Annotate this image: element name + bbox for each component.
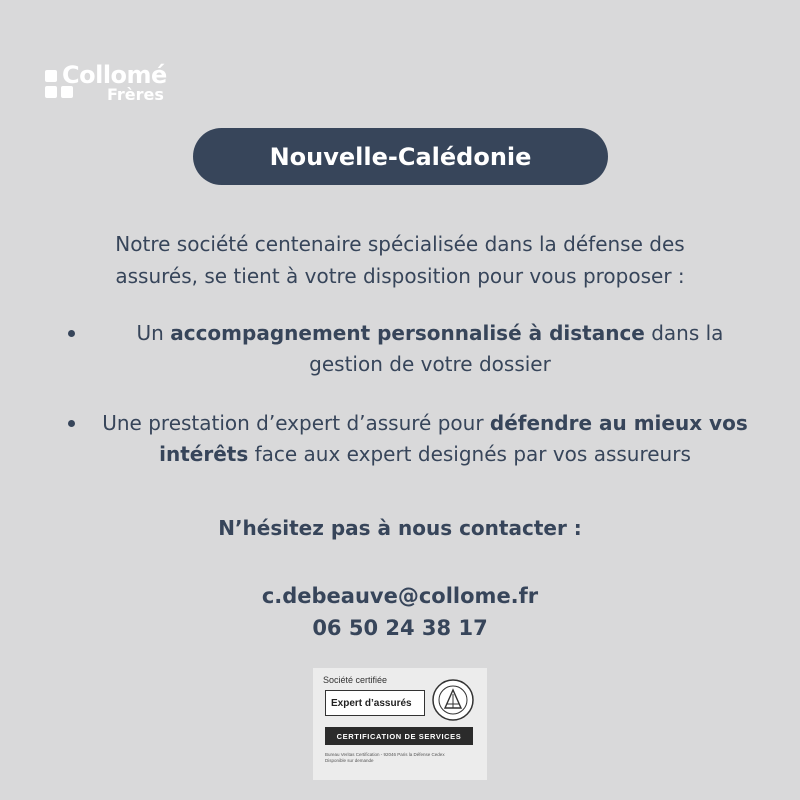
cert-bar: CERTIFICATION DE SERVICES	[325, 727, 473, 745]
bullet-1-prefix: Un	[136, 321, 171, 345]
company-logo	[45, 62, 180, 107]
bullet-icon	[68, 330, 75, 337]
services-list	[60, 318, 750, 470]
cert-footer-line-2: Disponible sur demande	[325, 758, 374, 763]
list-item	[60, 408, 750, 470]
certification-badge	[313, 668, 487, 780]
list-item	[60, 318, 750, 380]
bullet-2-bold: défendre au mieux vos intérêts	[159, 411, 748, 466]
bullet-1-bold: accompagnement personnalisé à distance	[170, 321, 645, 345]
contact-block	[0, 580, 800, 644]
bullet-icon	[68, 420, 75, 427]
bullet-1-suffix: dans la gestion de votre dossier	[309, 321, 724, 376]
intro-line-2: assurés, se tient à votre disposition pour vous proposer :	[115, 264, 685, 288]
cert-footer	[325, 752, 475, 764]
bullet-2-suffix: face aux expert designés par vos assureurs	[248, 442, 691, 466]
bureau-veritas-seal-icon	[431, 678, 475, 722]
intro-paragraph	[60, 228, 740, 292]
cert-top-label: Société certifiée	[323, 675, 388, 685]
page-title: Nouvelle-Calédonie	[269, 142, 532, 171]
title-banner	[193, 128, 608, 185]
phone-number[interactable]: 06 50 24 38 17	[312, 616, 488, 640]
cert-name: Expert d’assurés	[331, 698, 412, 709]
bullet-2-prefix: Une prestation d’expert d’assuré pour	[102, 411, 490, 435]
cert-footer-line-1: Bureau Veritas Certification - 92046 Paris la Défense Cedex	[325, 752, 445, 757]
logo-subtitle: Frères	[107, 85, 164, 104]
logo-name: Collomé	[62, 61, 167, 89]
intro-line-1: Notre société centenaire spécialisée dans la défense des	[115, 232, 685, 256]
contact-heading: N’hésitez pas à nous contacter :	[218, 516, 582, 540]
email-link[interactable]: c.debeauve@collome.fr	[261, 584, 539, 608]
